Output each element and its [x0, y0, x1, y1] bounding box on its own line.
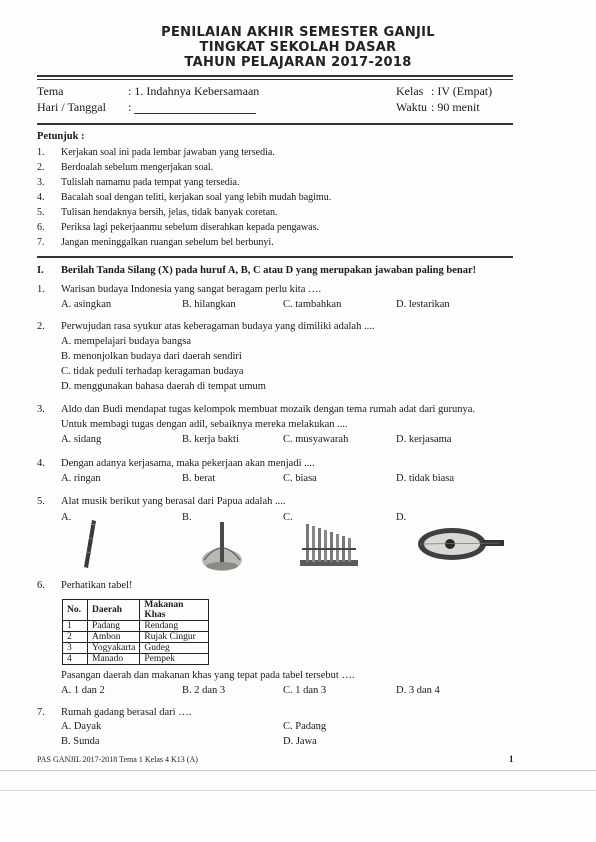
question-2: 2. Perwujudan rasa syukur atas keberagaman budaya yang dimiliki adalah ....	[37, 321, 375, 332]
q6-option-b[interactable]: B. 2 dan 3	[182, 685, 226, 696]
exam-title: PENILAIAN AKHIR SEMESTER GANJIL	[161, 25, 435, 40]
q6-option-c[interactable]: C. 1 dan 3	[283, 685, 327, 696]
waktu-label: Waktu	[396, 100, 428, 114]
question-6-prompt: Pasangan daerah dan makanan khas yang tepat pada tabel tersebut ….	[61, 670, 355, 681]
table-cell: Manado	[88, 654, 140, 665]
question-3: 3. Aldo dan Budi mendapat tugas kelompok membuat mozaik dengan tema rumah adat dari gurunya.	[37, 404, 476, 415]
meta-rule	[37, 123, 513, 125]
table-cell: Ambon	[88, 632, 140, 643]
tema-value: : 1. Indahnya Kebersamaan	[128, 84, 260, 98]
q7-option-a[interactable]: A. Dayak	[61, 721, 102, 732]
q1-option-c[interactable]: C. tambahkan	[283, 299, 342, 310]
table-cell: 2	[63, 632, 88, 643]
header-rule-top-thin	[37, 79, 513, 80]
scan-edge-line	[0, 790, 596, 791]
page-footer: PAS GANJIL 2017-2018 Tema 1 Kelas 4 K13 (A)	[37, 755, 198, 764]
q5-option-d[interactable]: D.	[396, 512, 407, 523]
q5-option-a[interactable]: A.	[61, 512, 72, 523]
table-cell: Rujak Cingur	[140, 632, 209, 643]
q1-option-d[interactable]: D. lestarikan	[396, 299, 450, 310]
instruction-item: 1. Kerjakan soal ini pada lembar jawaban yang tersedia.	[37, 147, 275, 158]
table-cell: 1	[63, 621, 88, 632]
table-cell: Yogyakarta	[88, 643, 140, 654]
q2-option-b[interactable]: B. menonjolkan budaya dari daerah sendiri	[61, 351, 242, 362]
hari-value: :	[128, 100, 132, 114]
tifa-drum-icon	[78, 518, 100, 570]
scan-edge-line	[0, 770, 596, 771]
page-number: 1	[509, 754, 514, 764]
q4-option-c[interactable]: C. biasa	[283, 473, 317, 484]
q2-option-d[interactable]: D. menggunakan bahasa daerah di tempat umum	[61, 381, 266, 392]
question-6: 6. Perhatikan tabel!	[37, 580, 133, 591]
instruction-item: 2. Berdoalah sebelum mengerjakan soal.	[37, 162, 214, 173]
section-title: Berilah Tanda Silang (X) pada huruf A, B, C atau D yang merupakan jawaban paling benar!	[61, 265, 477, 276]
instructions-title: Petunjuk :	[37, 131, 85, 142]
q7-option-c[interactable]: C. Padang	[283, 721, 327, 732]
question-1: 1. Warisan budaya Indonesia yang sangat beragam perlu kita ….	[37, 284, 322, 295]
table-header-cell: Makanan Khas	[140, 600, 209, 621]
q3-option-d[interactable]: D. kerjasama	[396, 434, 452, 445]
q2-option-a[interactable]: A. mempelajari budaya bangsa	[61, 336, 192, 347]
question-5: 5. Alat musik berikut yang berasal dari Papua adalah ....	[37, 496, 286, 507]
table-row	[63, 654, 209, 665]
q3-option-c[interactable]: C. musyawarah	[283, 434, 349, 445]
exam-level: TINGKAT SEKOLAH DASAR	[199, 40, 397, 55]
date-blank-line[interactable]	[134, 113, 256, 114]
section-number: I.	[37, 265, 44, 276]
gambus-instrument-icon	[410, 520, 506, 564]
table-cell: Rendang	[140, 621, 209, 632]
hari-label: Hari / Tanggal	[37, 100, 106, 114]
instructions-rule	[37, 256, 513, 258]
table-cell: Gudeg	[140, 643, 209, 654]
exam-year: TAHUN PELAJARAN 2017-2018	[184, 55, 412, 70]
instruction-item: 7. Jangan meninggalkan ruangan sebelum bel berbunyi.	[37, 237, 274, 248]
q7-option-d[interactable]: D. Jawa	[283, 736, 317, 747]
q3-option-a[interactable]: A. sidang	[61, 434, 102, 445]
q1-option-a[interactable]: A. asingkan	[61, 299, 112, 310]
q4-option-b[interactable]: B. berat	[182, 473, 216, 484]
question-3-continued: Untuk membagi tugas dengan adil, sebaiknya mereka melakukan ....	[61, 419, 348, 430]
table-row	[63, 643, 209, 654]
q5-option-c[interactable]: C.	[283, 512, 293, 523]
table-header-cell: Daerah	[88, 600, 140, 621]
q6-option-a[interactable]: A. 1 dan 2	[61, 685, 105, 696]
food-table	[62, 599, 209, 665]
table-row	[63, 621, 209, 632]
sasando-instrument-icon	[198, 520, 246, 574]
table-row	[63, 632, 209, 643]
table-cell: Pempek	[140, 654, 209, 665]
q7-option-b[interactable]: B. Sunda	[61, 736, 100, 747]
kelas-label: Kelas	[396, 84, 424, 98]
table-header-row	[63, 600, 209, 621]
table-header-cell: No.	[63, 600, 88, 621]
instruction-item: 4. Bacalah soal dengan teliti, kerjakan soal yang lebih mudah bagimu.	[37, 192, 332, 203]
instruction-item: 6. Periksa lagi pekerjaanmu sebelum diserahkan kepada pengawas.	[37, 222, 319, 233]
question-4: 4. Dengan adanya kerjasama, maka pekerjaan akan menjadi ....	[37, 458, 315, 469]
instruction-item: 5. Tulisan hendaknya bersih, jelas, tidak banyak coretan.	[37, 207, 278, 218]
table-cell: 3	[63, 643, 88, 654]
q1-option-b[interactable]: B. hilangkan	[182, 299, 236, 310]
q4-option-a[interactable]: A. ringan	[61, 473, 101, 484]
question-7: 7. Rumah gadang berasal dari ….	[37, 707, 192, 718]
tema-label: Tema	[37, 84, 64, 98]
q6-option-d[interactable]: D. 3 dan 4	[396, 685, 440, 696]
table-cell: Padang	[88, 621, 140, 632]
q5-option-b[interactable]: B.	[182, 512, 192, 523]
q3-option-b[interactable]: B. kerja bakti	[182, 434, 239, 445]
kelas-value: : IV (Empat)	[431, 84, 493, 98]
table-cell: 4	[63, 654, 88, 665]
instruction-item: 3. Tulislah namamu pada tempat yang tersedia.	[37, 177, 240, 188]
q4-option-d[interactable]: D. tidak biasa	[396, 473, 455, 484]
header-rule-top	[37, 75, 513, 77]
q2-option-c[interactable]: C. tidak peduli terhadap keragaman budaya	[61, 366, 244, 377]
angklung-instrument-icon	[298, 520, 360, 572]
waktu-value: : 90 menit	[431, 100, 480, 114]
